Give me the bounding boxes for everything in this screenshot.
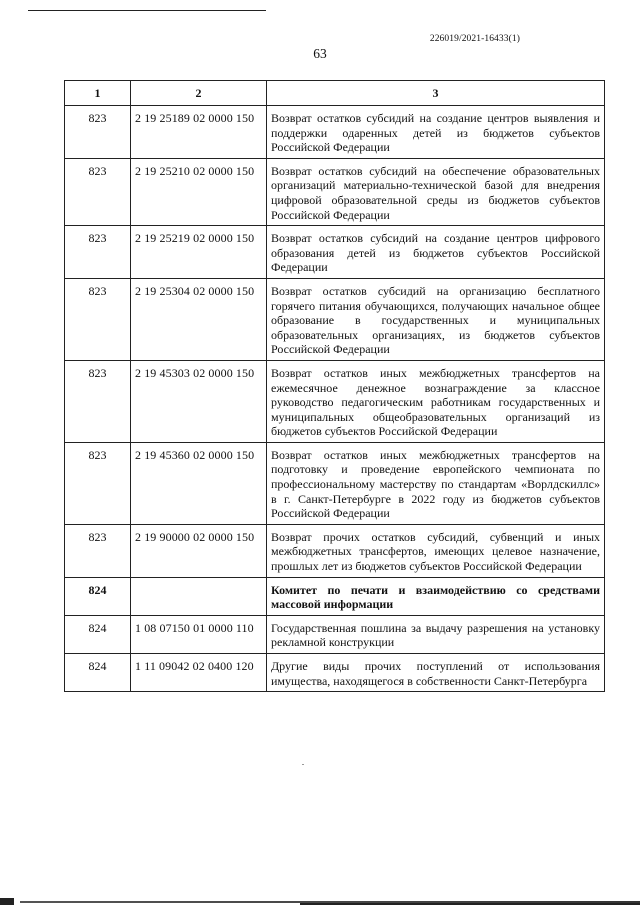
cell-budget-code: 2 19 45360 02 0000 150 (131, 442, 267, 524)
cell-admin-code: 823 (65, 278, 131, 360)
cell-admin-code: 823 (65, 106, 131, 159)
cell-description: Государственная пошлина за выдачу разрешения на установку рекламной конструкции (267, 615, 605, 653)
page-number: 63 (313, 46, 327, 61)
cell-budget-code: 2 19 90000 02 0000 150 (131, 524, 267, 577)
table-header-row (65, 81, 605, 106)
cell-description: Комитет по печати и взаимодействию со средствами массовой информации (267, 577, 605, 615)
cell-budget-code: 1 08 07150 01 0000 110 (131, 615, 267, 653)
cell-budget-code (131, 577, 267, 615)
table-row (65, 442, 605, 524)
cell-admin-code: 824 (65, 577, 131, 615)
cell-description: Возврат остатков субсидий на создание центров цифрового образования детей из бюджетов субъектов Российской Федерации (267, 226, 605, 279)
cell-admin-code: 823 (65, 442, 131, 524)
document-id: 226019/2021-16433(1) (429, 34, 520, 44)
column-header-3: 3 (267, 81, 605, 106)
cell-admin-code: 823 (65, 524, 131, 577)
column-header-2: 2 (131, 81, 267, 106)
cell-admin-code: 824 (65, 615, 131, 653)
table-row (65, 158, 605, 225)
table-row (65, 654, 605, 692)
cell-admin-code: 823 (65, 360, 131, 442)
cell-description: Возврат остатков субсидий на создание центров выявления и поддержки одаренных детей из бюджетов субъектов Российской Федерации (267, 106, 605, 159)
scan-edge-mark (0, 898, 14, 905)
cell-budget-code: 2 19 25210 02 0000 150 (131, 158, 267, 225)
cell-admin-code: 824 (65, 654, 131, 692)
cell-description: Другие виды прочих поступлений от использования имущества, находящегося в собственности Санкт-Петербурга (267, 654, 605, 692)
table-row (65, 524, 605, 577)
cell-budget-code: 2 19 25304 02 0000 150 (131, 278, 267, 360)
table-row (65, 278, 605, 360)
column-header-1: 1 (65, 81, 131, 106)
scan-speck (302, 764, 304, 765)
budget-code-table (64, 80, 605, 692)
cell-budget-code: 1 11 09042 02 0400 120 (131, 654, 267, 692)
cell-admin-code: 823 (65, 158, 131, 225)
table-row (65, 226, 605, 279)
cell-description: Возврат остатков субсидий на обеспечение образовательных организаций материально-технической базой для внедрения цифровой образовательной среды из бюджетов субъектов Российской Федерации (267, 158, 605, 225)
cell-admin-code: 823 (65, 226, 131, 279)
top-rule (28, 10, 266, 11)
table-row (65, 106, 605, 159)
cell-description: Возврат прочих остатков субсидий, субвенций и иных межбюджетных трансфертов, имеющих целевое назначение, прошлых лет из бюджетов субъектов Российской Федерации (267, 524, 605, 577)
cell-description: Возврат остатков иных межбюджетных трансфертов на ежемесячное денежное вознаграждение за классное руководство педагогическим работникам государственных и муниципальных общеобразовательных организаций из бюджетов субъектов Российской Федерации (267, 360, 605, 442)
table-row (65, 615, 605, 653)
cell-budget-code: 2 19 25219 02 0000 150 (131, 226, 267, 279)
cell-budget-code: 2 19 25189 02 0000 150 (131, 106, 267, 159)
table-row (65, 360, 605, 442)
table-section-row (65, 577, 605, 615)
cell-budget-code: 2 19 45303 02 0000 150 (131, 360, 267, 442)
cell-description: Возврат остатков субсидий на организацию бесплатного горячего питания обучающихся, получающих начальное общее образование в государственных и муниципальных образовательных организациях, из бюджетов субъектов Российской Федерации (267, 278, 605, 360)
cell-description: Возврат остатков иных межбюджетных трансфертов на подготовку и проведение европейского чемпионата по профессиональному мастерству по стандартам «Ворлдскиллс» в г. Санкт-Петербурге в 2022 году из бюджетов субъектов Российской Федерации (267, 442, 605, 524)
